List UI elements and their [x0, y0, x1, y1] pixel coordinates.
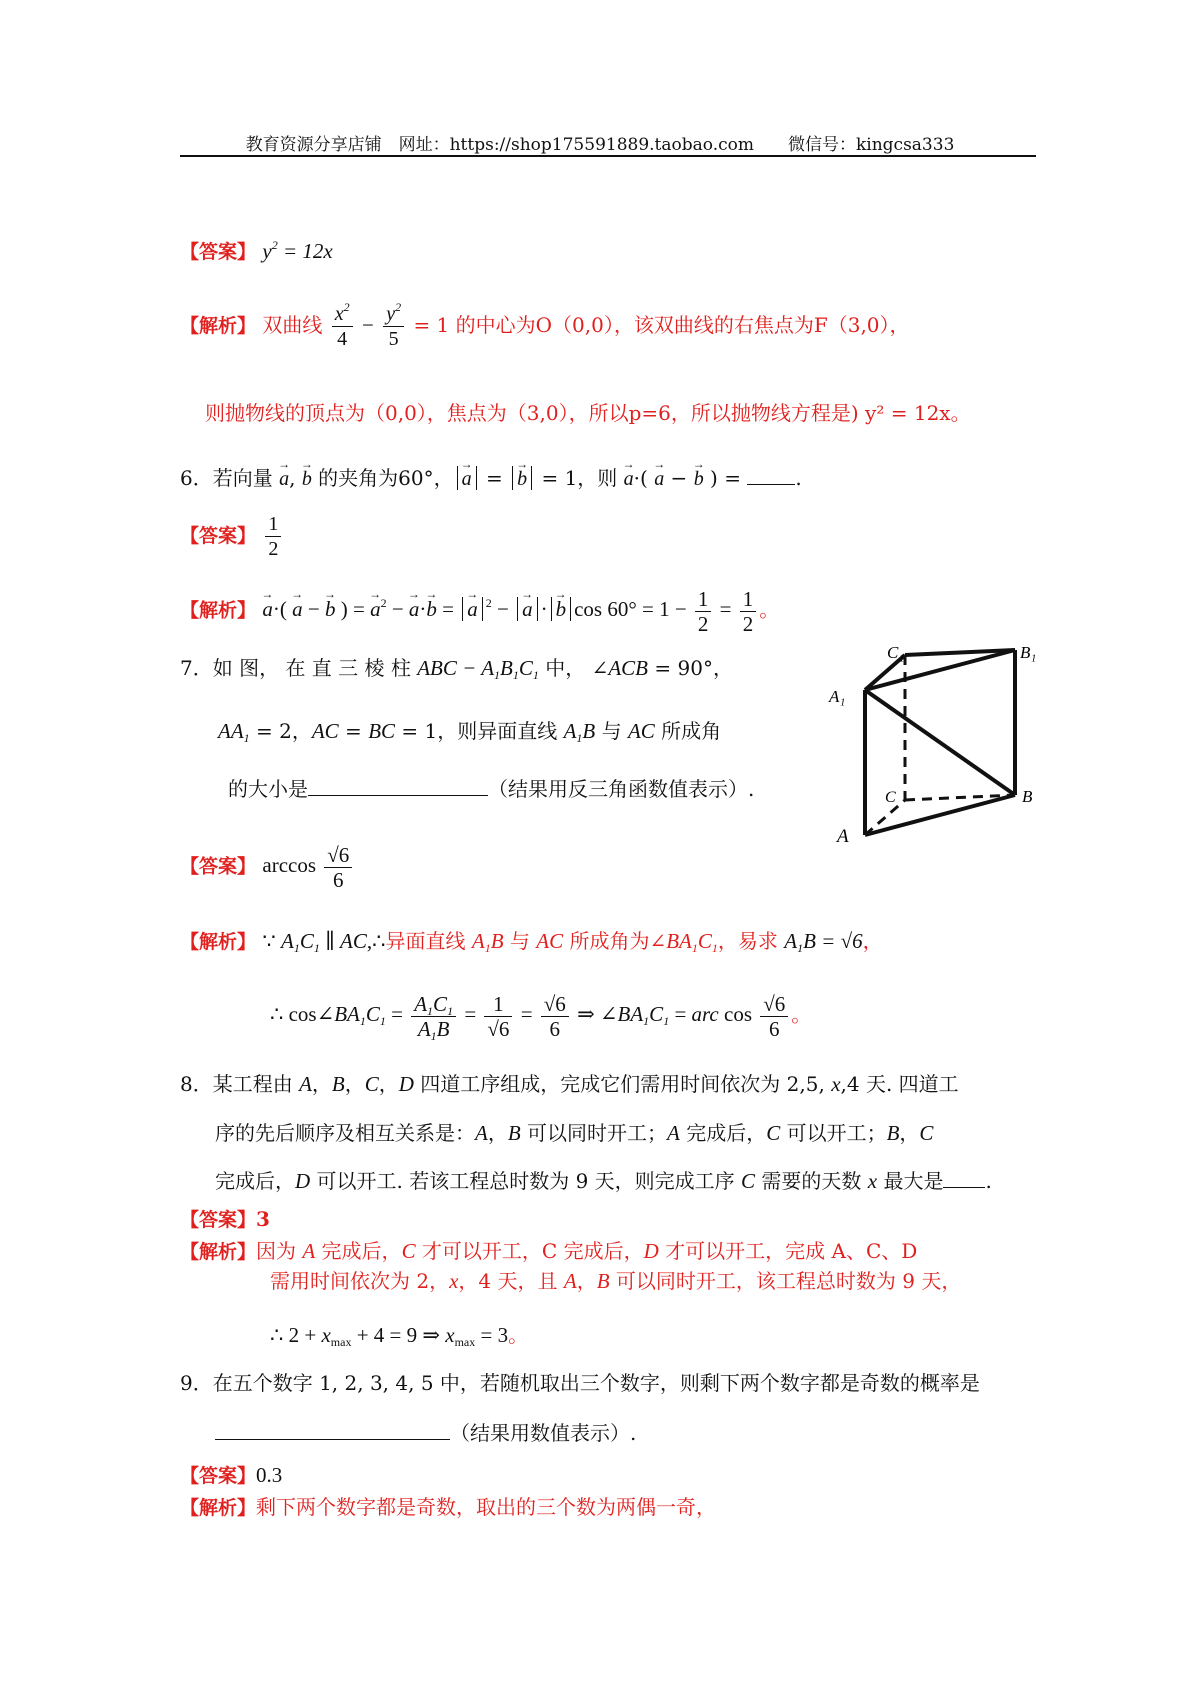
q5-analysis-row1: 【解析】 双曲线 $\frac{x^2}{4}$ − $\frac{y^2}{5}$ = 1 的中心为O（0,0），该双曲线的右焦点为F（3,0），	[180, 300, 910, 350]
q5-frac-x2-4: $\frac{x^2}{4}$	[332, 302, 353, 351]
q9-stem-line2: （结果用数值表示）.	[215, 1420, 636, 1446]
q8-answer: 3	[256, 1207, 270, 1231]
header-rule	[180, 155, 1036, 157]
q5-analysis-row2: 则抛物线的顶点为（0,0），焦点为（3,0），所以p=6，所以抛物线方程是) y² = 12x。	[205, 401, 971, 425]
answer-label: 【答案】	[180, 1209, 257, 1231]
label-C: C	[885, 789, 896, 806]
q7-stem-line2: $AA_1 = 2$，AC = BC = 1，则异面直线 $A_1B$ 与 AC 所成角	[218, 719, 722, 745]
analysis-label: 【解析】	[180, 599, 257, 622]
q7-stem-line3: 的大小是 （结果用反三角函数值表示）.	[228, 777, 755, 801]
q6-answer-row	[180, 512, 284, 561]
q9-answer: 0.3	[256, 1463, 283, 1487]
q6-answer: $\frac{1}{2}$	[265, 512, 281, 561]
answer-label: 【答案】	[180, 855, 257, 878]
q6-stem: 6．若向量 → a, → b 的夹角为60°，→ a = → b = 1，则 → a·( → a − → b ) = .	[180, 465, 802, 492]
q9-analysis-row: 【解析】剩下两个数字都是奇数，取出的三个数为两偶一奇，	[180, 1495, 717, 1519]
q5-analysis-post: = 1 的中心为O（0,0），该双曲线的右焦点为F（3,0），	[413, 313, 910, 337]
q7-answer-row	[180, 843, 355, 892]
q8-analysis-row1: 【解析】因为 A 完成后，C 才可以开工，C 完成后，D 才可以开工，完成 A、C、D	[180, 1239, 918, 1263]
label-C1: C₁	[887, 643, 905, 662]
analysis-label: 【解析】	[180, 1241, 257, 1263]
label-B1: B₁	[1020, 643, 1037, 662]
q7-answer: arccos $\frac{√6}{6}$	[262, 853, 355, 877]
q8-stem-line1: 8．某工程由 A，B，C，D 四道工序组成，完成它们需用时间依次为 2,5, x,4 天. 四道工	[180, 1072, 959, 1096]
analysis-label: 【解析】	[180, 931, 257, 953]
label-A1: A₁	[829, 687, 846, 706]
answer-label: 【答案】	[180, 1465, 257, 1487]
q5-analysis-pre: 双曲线	[262, 313, 323, 337]
edge-A1B	[865, 690, 1015, 795]
q5-answer: $y^2 = 12x$	[262, 238, 333, 263]
q8-analysis-row2: 需用时间依次为 2，x，4 天，且 A，B 可以同时开工，该工程总时数为 9 天，	[270, 1269, 962, 1293]
answer-label: 【答案】	[180, 525, 257, 547]
q9-answer-row	[180, 1462, 282, 1489]
q5-frac-y2-5: $\frac{y^2}{5}$	[383, 302, 404, 351]
answer-label: 【答案】	[180, 241, 257, 263]
q8-stem-line2: 序的先后顺序及相互关系是：A，B 可以同时开工；A 完成后，C 可以开工；B，C	[215, 1121, 934, 1145]
label-A: A	[837, 826, 849, 847]
prism-figure	[815, 640, 1045, 860]
q9-stem-line1: 9．在五个数字 1, 2, 3, 4, 5 中，若随机取出三个数字，则剩下两个数字都是奇数的概率是	[180, 1371, 980, 1395]
q8-answer-row	[180, 1206, 270, 1233]
q8-stem-line3: 完成后，D 可以开工. 若该工程总时数为 9 天，则完成工序 C 需要的天数 x 最大是 .	[215, 1169, 992, 1193]
q7-analysis-row1: 【解析】 ∵ $A_1C_1$ ∥ AC,∴异面直线 $A_1B$ 与 AC 所成角为$\angle BA_1C_1$，易求 $A_1B = √6$，	[180, 929, 883, 955]
q6-analysis-row: 【解析】 → a·( → a − → b ) = → $a^2$ − → a·→ b = → a $^2$ − → a ·→ b cos 60° = 1 − $\frac{1}{2}$ = $\frac{1}{2}$ 。	[180, 587, 779, 636]
q7-analysis-row2: ∴ $\cos\angle BA_1C_1$ = $\frac{A_1C_1}{A_1B}$ = $\frac{1}{√6}$ = $\frac{√6}{6}$ ⇒ $\angle BA_1C_1$ = arc cos $\frac{√6}{6}$ 。	[270, 992, 812, 1043]
q7-stem-line1: 7．如 图， 在 直 三 棱 柱 ABC − $A_1B_1C_1$ 中， ∠ACB = 90°，	[180, 656, 733, 682]
analysis-label: 【解析】	[180, 1497, 257, 1519]
analysis-label: 【解析】	[180, 315, 257, 337]
page-header: 教育资源分享店铺 网址：https://shop175591889.taobao.com 微信号：kingcsa333	[245, 135, 955, 155]
q8-analysis-row3: ∴ $2 + x_{max} + 4 = 9$ ⇒ $x_{max} = 3$。	[270, 1323, 529, 1349]
label-B: B	[1022, 787, 1033, 806]
q5-answer-row	[180, 238, 333, 265]
